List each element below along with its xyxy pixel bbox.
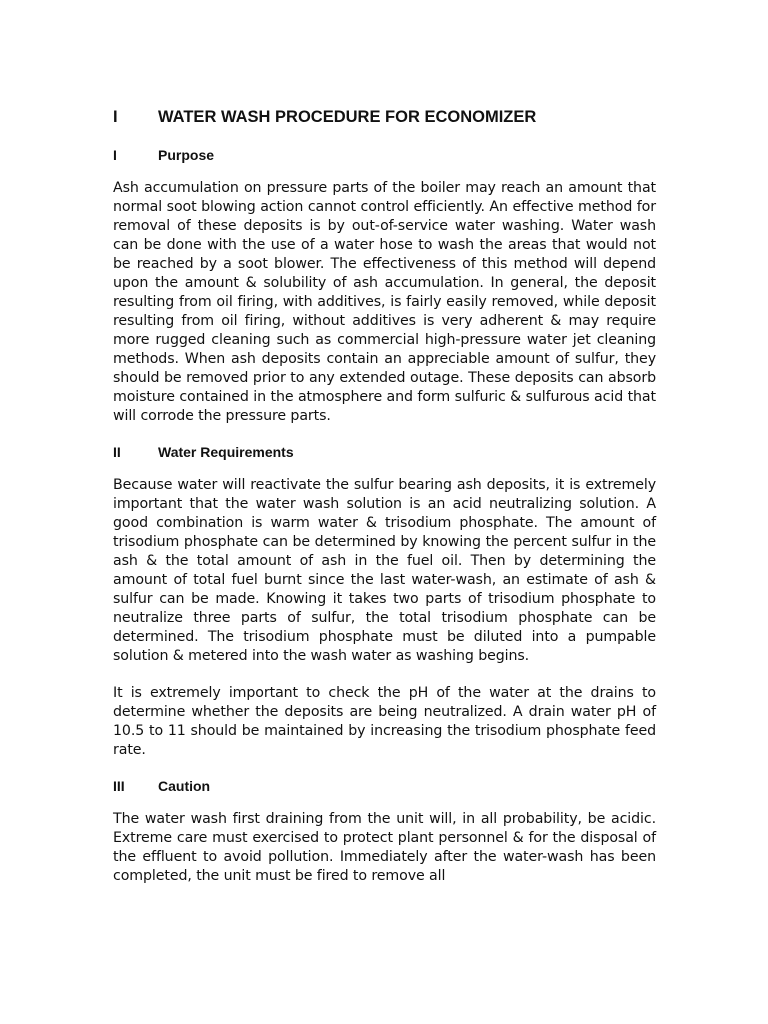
document-page — [113, 108, 656, 904]
section-heading-purpose — [113, 147, 656, 163]
section-title: Water Requirements — [158, 444, 294, 460]
paragraph: Because water will reactivate the sulfur bearing ash deposits, it is extremely important that the water wash solution is an acid neutralizing solution. A good combination is warm water & trisodium phosphate. The amount of trisodium phosphate can be determined by knowing the percent sulfur in the ash & the total amount of ash in the fuel oil. Then by determining the amount of total fuel burnt since the last water-wash, an estimate of ash & sulfur can be made. Knowing it takes two parts of trisodium phosphate to neutralize three parts of sulfur, the total trisodium phosphate can be determined. The trisodium phosphate must be diluted into a pumpable solution & metered into the wash water as washing begins. — [113, 477, 656, 664]
paragraph: The water wash first draining from the unit will, in all probability, be acidic. Extreme care must exercised to protect plant personnel & for the disposal of the effluent to avoid pollution. Immediately after the water-wash has been completed, the unit must be fired to remove all — [113, 811, 656, 884]
paragraph: It is extremely important to check the pH of the water at the drains to determine whether the deposits are being neutralized. A drain water pH of 10.5 to 11 should be maintained by increasing the trisodium phosphate feed rate. — [113, 685, 656, 758]
section-number: III — [113, 778, 125, 794]
section-heading-water-requirements — [113, 444, 656, 460]
section-number: I — [113, 147, 117, 163]
section-title: Purpose — [158, 147, 215, 163]
section-title: Caution — [158, 778, 211, 794]
paragraph: Ash accumulation on pressure parts of the boiler may reach an amount that normal soot blowing action cannot control efficiently. An effective method for removal of these deposits is by out-of-service water washing. Water wash can be done with the use of a water hose to wash the areas that would not be reached by a soot blower. The effectiveness of this method will depend upon the amount & solubility of ash accumulation. In general, the deposit resulting from oil firing, with additives, is fairly easily removed, while deposit resulting from oil firing, without additives is very adherent & may require more rugged cleaning such as commercial high-pressure water jet cleaning methods. When ash deposits contain an appreciable amount of sulfur, they should be removed prior to any extended outage. These deposits can absorb moisture contained in the atmosphere and form sulfuric & sulfurous acid that will corrode the pressure parts. — [113, 180, 656, 424]
section-heading-caution — [113, 778, 656, 794]
section-number: II — [113, 444, 121, 460]
document-title — [113, 108, 656, 127]
title-text: WATER WASH PROCEDURE FOR ECONOMIZER — [158, 108, 537, 126]
title-number: I — [113, 108, 118, 126]
